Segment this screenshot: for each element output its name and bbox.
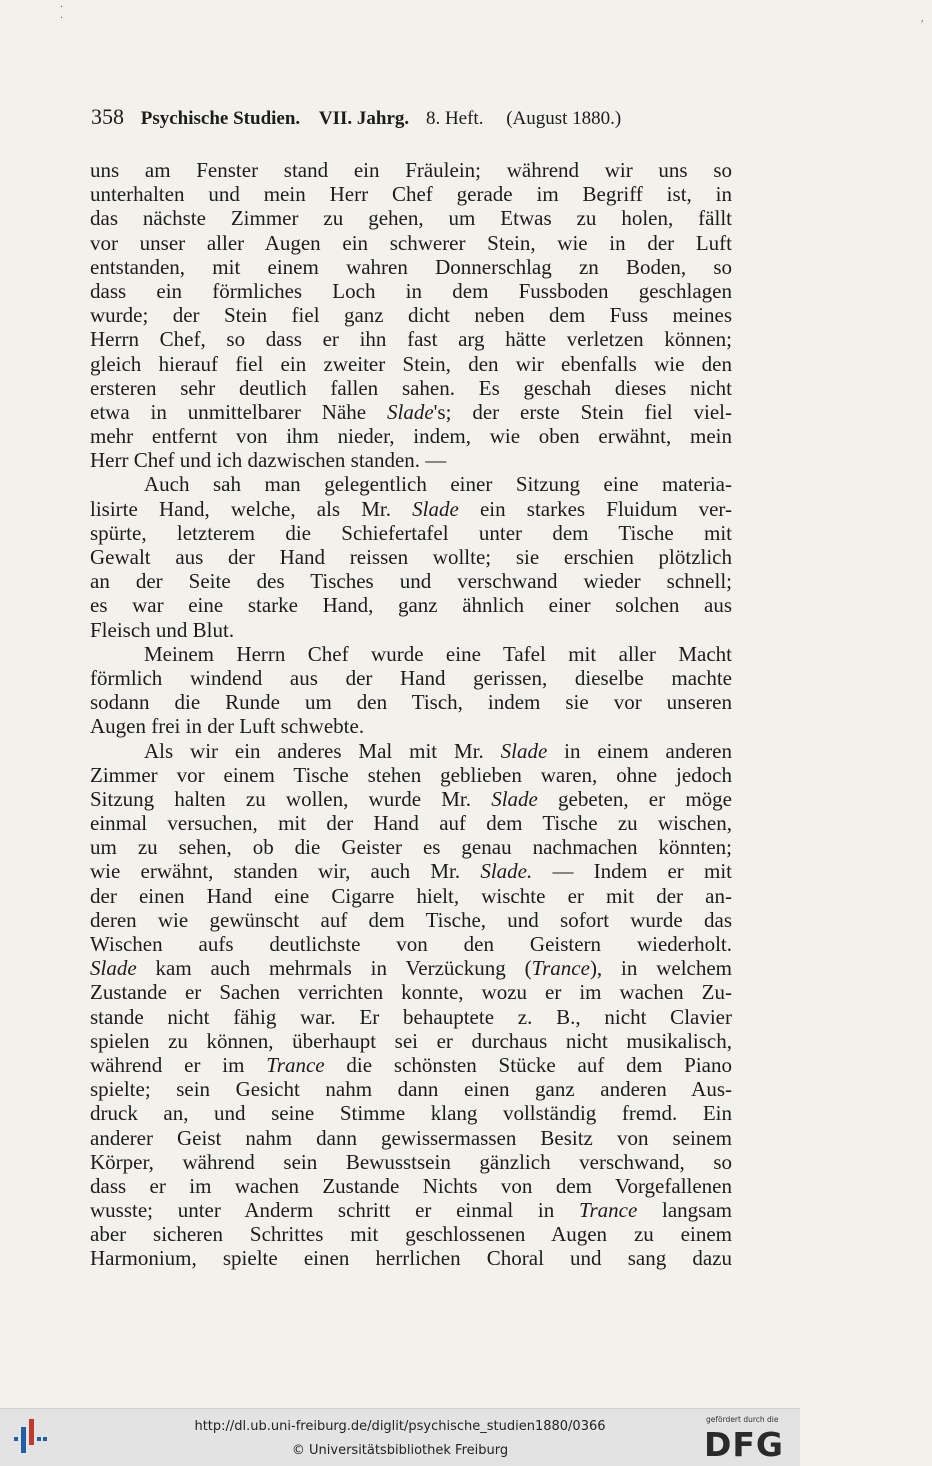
text-span: Fleisch und Blut.: [90, 617, 235, 642]
text-span: uns am Fenster stand ein Fräulein; während wir uns so: [90, 158, 732, 182]
text-span: Zustande er Sachen verrichten konnte, wozu er im wachen Zu-: [90, 980, 732, 1005]
text-span: Zimmer vor einem Tische stehen geblieben waren, ohne jedoch: [90, 762, 732, 787]
text-span: das nächste Zimmer zu gehen, um Etwas zu holen, fällt: [90, 206, 732, 231]
text-line: [90, 1101, 732, 1125]
italic-name: Slade.: [480, 859, 533, 884]
text-line: [90, 666, 732, 690]
text-span: spürte, letzterem die Schiefertafel unter dem Tische mit: [90, 520, 732, 545]
italic-name: Slade: [500, 738, 548, 763]
text-line: [90, 763, 732, 787]
text-span: der einen Hand eine Cigarre hielt, wischte er mit der an-: [90, 883, 732, 908]
text-span: stande nicht fähig war. Er behauptete z. B., nicht Clavier: [90, 1004, 732, 1029]
text-span: wurde; der Stein fiel ganz dicht neben dem Fuss meines: [90, 303, 732, 328]
text-line: [90, 569, 732, 593]
text-line: [90, 279, 732, 303]
text-line: [90, 400, 732, 424]
text-span: sodann die Runde um den Tisch, indem sie vor unseren: [90, 690, 732, 715]
text-line: [90, 1029, 732, 1053]
text-line: [90, 593, 732, 617]
dfg-logo-text: DFG: [704, 1425, 785, 1464]
text-line: [90, 497, 732, 521]
text-span: Gewalt aus der Hand reissen wollte; sie erschien plötzlich: [90, 545, 732, 569]
text-span: vor unser aller Augen ein schwerer Stein, wie in der Luft: [90, 230, 732, 255]
text-line: [90, 182, 732, 206]
text-line: [90, 835, 732, 859]
text-span: Wischen aufs deutlichste von den Geistern wiederholt.: [90, 932, 732, 956]
text-line: [90, 352, 732, 376]
text-span: um zu sehen, ob die Geister es genau nachmachen könnten;: [90, 835, 732, 860]
text-span: ersteren sehr deutlich fallen sahen. Es geschah dieses nicht: [90, 375, 732, 400]
text-line: [90, 1198, 732, 1222]
text-span: — Indem er mit: [532, 859, 733, 884]
text-span: Körper, während sein Bewusstsein gänzlich verschwand, so: [90, 1149, 732, 1174]
text-span: wusste; unter Anderm schritt er einmal in: [90, 1198, 579, 1223]
issue-label: 8. Heft.: [425, 108, 484, 129]
text-line: [90, 908, 732, 932]
text-line: [90, 859, 732, 883]
text-span: es war eine starke Hand, ganz ähnlich einer solchen aus: [90, 593, 732, 618]
text-span: gleich hierauf fiel ein zweiter Stein, den wir ebenfalls wie den: [90, 351, 732, 376]
running-header: [91, 104, 731, 130]
text-span: Als wir ein anderes Mal mit Mr.: [144, 738, 501, 763]
text-span: Auch sah man gelegentlich einer Sitzung eine materia-: [144, 472, 732, 497]
publication-title: Psychische Studien.: [140, 108, 301, 129]
text-line: [90, 376, 732, 400]
text-line: [90, 932, 732, 956]
text-line: [90, 158, 732, 182]
text-span: anderer Geist nahm dann gewissermassen Besitz von seinem: [90, 1125, 732, 1150]
text-line: [90, 231, 732, 255]
text-line: [90, 545, 732, 569]
text-span: Herr Chef und ich dazwischen standen. —: [90, 448, 447, 473]
text-line: [90, 1005, 732, 1029]
text-span: etwa in unmittelbarer Nähe: [90, 399, 387, 424]
text-span: unterhalten und mein Herr Chef gerade im Begriff ist, in: [90, 182, 732, 207]
text-span: spielen zu können, überhaupt sei er durchaus nicht musikalisch,: [90, 1028, 732, 1053]
text-line: [90, 303, 732, 327]
text-span: mehr entfernt von ihm nieder, indem, wie oben erwähnt, mein: [90, 424, 732, 449]
text-span: aber sicheren Schrittes mit geschlossenen Augen zu einem: [90, 1222, 732, 1247]
text-line: [90, 884, 732, 908]
italic-name: Slade: [412, 496, 459, 521]
text-span: lisirte Hand, welche, als Mr.: [90, 496, 413, 521]
text-span: in einem anderen: [547, 738, 732, 763]
text-span: Harmonium, spielte einen herrlichen Choral und sang dazu: [90, 1246, 732, 1271]
text-line: [90, 1150, 732, 1174]
text-span: einmal versuchen, mit der Hand auf dem Tische zu wischen,: [90, 811, 732, 836]
italic-name: Trance: [531, 956, 590, 981]
permalink[interactable]: http://dl.ub.uni-freiburg.de/diglit/psychische_studien1880/0366: [194, 1419, 606, 1434]
text-span: kam auch mehrmals in Verzückung (: [136, 956, 532, 981]
text-span: förmlich windend aus der Hand gerissen, dieselbe machte: [90, 665, 732, 690]
text-line: [90, 1053, 732, 1077]
text-line: [90, 255, 732, 279]
text-line: [90, 424, 732, 448]
text-line: [90, 1126, 732, 1150]
text-line: [90, 1222, 732, 1246]
text-span: während er im: [90, 1052, 267, 1077]
text-line: [90, 1077, 732, 1101]
volume-label: VII. Jahrg.: [318, 108, 410, 129]
text-span: gebeten, er möge: [537, 786, 732, 811]
italic-name: Slade: [386, 399, 434, 424]
text-line: [90, 980, 732, 1004]
italic-name: Trance: [578, 1198, 638, 1223]
text-span: wie erwähnt, standen wir, auch Mr.: [90, 859, 481, 884]
text-span: ), in welchem: [589, 956, 733, 981]
scan-specks: · · ,: [60, 2, 932, 24]
text-span: spielte; sein Gesicht nahm dann einen ganz anderen Aus-: [90, 1077, 732, 1102]
text-span: ein starkes Fluidum ver-: [458, 496, 732, 521]
italic-name: Slade: [90, 956, 137, 981]
italic-name: Trance: [266, 1052, 325, 1077]
text-span: langsam: [637, 1198, 732, 1223]
text-line: [90, 956, 732, 980]
page-number: 358: [91, 104, 124, 129]
text-span: die schönsten Stücke auf dem Piano: [324, 1052, 732, 1077]
viewer-footer: [0, 1408, 800, 1466]
text-line: [90, 787, 732, 811]
text-line: [90, 206, 732, 230]
body-text: [90, 158, 732, 1271]
text-line: [90, 1246, 732, 1270]
text-line: [90, 521, 732, 545]
text-line: [90, 618, 732, 642]
text-line: [90, 1174, 732, 1198]
text-span: druck an, und seine Stimme klang vollständig fremd. Ein: [90, 1101, 732, 1126]
text-line: [90, 714, 732, 738]
dfg-funding-note: gefördert durch die: [706, 1415, 779, 1424]
text-line: [90, 642, 732, 666]
text-line: [90, 472, 732, 496]
text-span: Augen frei in der Luft schwebte.: [90, 714, 365, 739]
text-span: an der Seite des Tisches und verschwand wieder schnell;: [90, 569, 732, 594]
text-line: [90, 739, 732, 763]
text-span: deren wie gewünscht auf dem Tische, und sofort wurde das: [90, 907, 732, 932]
text-span: Sitzung halten zu wollen, wurde Mr.: [90, 786, 492, 811]
text-span: dass er im wachen Zustande Nichts von dem Vorgefallenen: [90, 1173, 732, 1198]
copyright-notice: © Universitätsbibliothek Freiburg: [291, 1443, 509, 1458]
text-line: [90, 811, 732, 835]
text-span: Meinem Herrn Chef wurde eine Tafel mit aller Macht: [144, 641, 732, 666]
text-line: [90, 327, 732, 351]
text-span: Herrn Chef, so dass er ihn fast arg hätte verletzen können;: [90, 327, 732, 352]
text-line: [90, 448, 732, 472]
text-span: dass ein förmliches Loch in dem Fussboden geschlagen: [90, 278, 732, 303]
text-span: entstanden, mit einem wahren Donnerschlag zn Boden, so: [90, 254, 732, 279]
italic-name: Slade: [491, 786, 538, 811]
issue-date: (August 1880.): [506, 108, 622, 129]
text-line: [90, 690, 732, 714]
text-span: 's; der erste Stein fiel viel-: [433, 399, 732, 424]
dfg-logo: [700, 1415, 796, 1463]
